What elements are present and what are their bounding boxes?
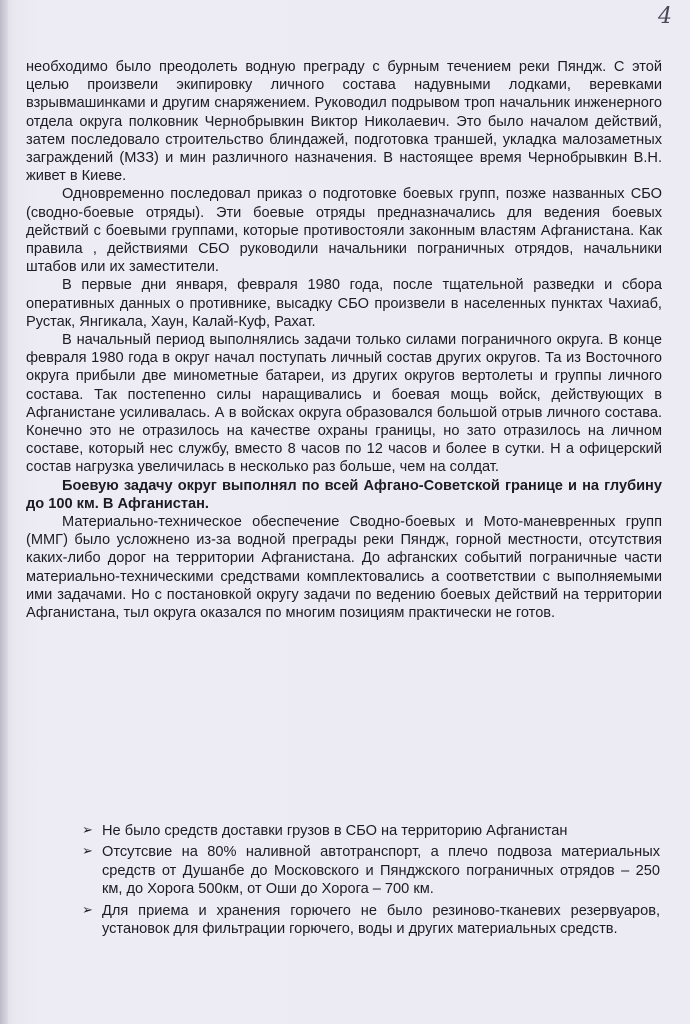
page-edge-shadow [0, 0, 8, 1024]
page-number: 4 [658, 4, 672, 29]
paragraph-initial-period: В начальный период выполнялись задачи только силами пограничного округа. В конце февраля 1980 года в округ начал поступать личный состав других округов. Та из Восточного округа прибыли две минометные батареи, из других округов вертолеты и группы личного состава. Так постепенно силы наращивались и боевая мощь войск, действующих в Афганистане усиливалась. А в войсках округа образовался большой отрыв личного состава. Конечно это не отразилось на качестве охраны границы, но зато отразилось на личном составе, который нес службу, вместо 8 часов по 12 часов и более в сутки. Н а офицерский состав нагрузка увеличилась в несколько раз больше, чем на солдат. [26, 332, 662, 476]
list-item-text: Не было средств доставки грузов в СБО на территорию Афганистан [102, 823, 568, 839]
arrow-bullet-icon: ➢ [82, 823, 93, 838]
list-item [82, 822, 660, 840]
list-item [82, 902, 660, 939]
list-item-text: Отсутсвие на 80% наливной автотранспорт, а плечо подвоза материальных средств от Душанбе до Московского и Пянджского пограничных отрядов – 250 км, до Хорога 500км, от Оши до Хорога – 700 км. [102, 844, 660, 898]
paragraph-sbo-groups: Одновременно последовал приказ о подготовке боевых групп, позже названных СБО (сводно-боевые отряды). Эти боевые отряды предназначались для ведения боевых действий с боевыми группами, которые противостояли законным властям Афганистана. Как правила , действиями СБО руководили начальники пограничных отрядов, начальники штабов или их заместители. [26, 186, 662, 276]
document-body [26, 58, 662, 622]
paragraph-combat-task: Боевую задачу округ выполнял по всей Афгано-Советской границе и на глубину до 100 км. В Афганистан. [26, 477, 662, 512]
problems-list [82, 822, 660, 941]
arrow-bullet-icon: ➢ [82, 902, 93, 918]
paragraph-logistics: Материально-техническое обеспечение Сводно-боевых и Мото-маневренных групп (ММГ) было усложнено из-за водной преграды реки Пяндж, горной местности, отсутствия каких-либо дорог на территории Афганистана. До афганских событий пограничные части материально-техническими средствами комплектовались а соответствии с выполняемыми ими задачами. Но с постановкой округу задачи по ведению боевых действий на территории Афганистана, тыл округа оказался по многим позициям практически не готов. [26, 514, 662, 622]
list-item [82, 843, 660, 898]
paragraph-january-1980: В первые дни января, февраля 1980 года, после тщательной разведки и сбора оперативных данных о противнике, высадку СБО произвели в населенных пунктах Чахиаб, Рустак, Янгикала, Хаун, Калай-Куф, Рахат. [26, 277, 662, 330]
list-item-text: Для приема и хранения горючего не было резиново-тканевих резервуаров, установок для фильтрации горючего, воды и других материальных средств. [102, 902, 660, 938]
arrow-bullet-icon: ➢ [82, 844, 93, 860]
paragraph-continuation: необходимо было преодолеть водную преграду с бурным течением реки Пяндж. С этой целью произвели экипировку личного состава надувными лодками, веревками взрывмашинками и другим снаряжением. Руководил подрывом троп начальник инженерного отдела округа полковник Чернобрывкин Виктор Николаевич. Это было началом действий, затем последовало строительство блиндажей, подготовка траншей, укладка малозаметных заграждений (МЗЗ) и мин различного назначения. В настоящее время Чернобрывкин В.Н. живет в Киеве. [26, 59, 662, 185]
